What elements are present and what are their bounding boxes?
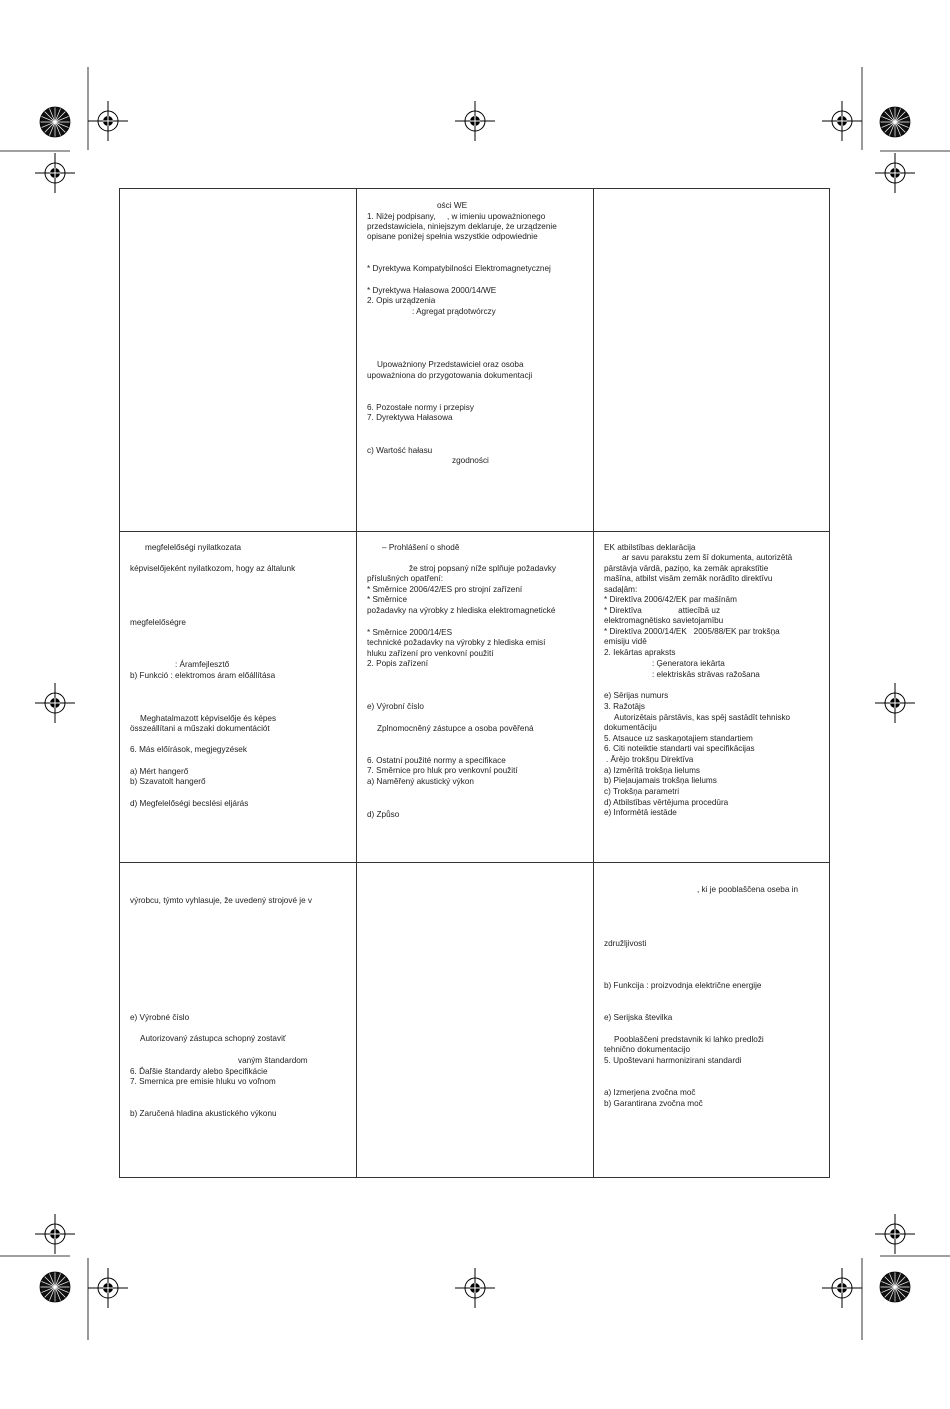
text-line: b) Szavatolt hangerő	[130, 777, 206, 786]
cell-r2c3-latvian-declaration	[594, 532, 830, 862]
text-line: e) Sērijas numurs	[604, 691, 669, 700]
text-line: e) Výrobní číslo	[367, 702, 424, 711]
text-line: a) Izmērītā trokšņa lielums	[604, 766, 701, 775]
text-line: vaným štandardom	[238, 1056, 308, 1065]
text-line: 7. Smernica pre emisie hluku vo voľnom	[130, 1077, 276, 1086]
text-line: megfelelőségre	[130, 618, 186, 627]
text-line: Meghatalmazott képviselője és képes	[140, 714, 277, 723]
text-line: 2. Opis urządzenia	[367, 296, 436, 305]
cell-r3c3-slovenian-declaration	[594, 863, 830, 1179]
text-line: združljivosti	[604, 939, 647, 948]
text-line: d) Megfelelőségi becslési eljárás	[130, 799, 249, 808]
text-line: 6. Ďaľšie štandardy alebo špecifikácie	[130, 1067, 268, 1076]
text-line: 2. Iekārtas apraksts	[604, 648, 676, 657]
text-line: e) Serijska številka	[604, 1013, 673, 1022]
text-line: przedstawiciela, niniejszym deklaruje, że urządzenie	[367, 222, 557, 231]
text-line: a) Mért hangerő	[130, 767, 189, 776]
text-line: zgodności	[452, 456, 489, 465]
text-line: * Dyrektywa Kompatybilności Elektromagnetycznej	[367, 264, 551, 273]
text-line: hluku zařízení pro venkovní použití	[367, 649, 494, 658]
cell-r2c1-hungarian-declaration	[120, 532, 356, 862]
text-line: b) Funkció : elektromos áram előállítása	[130, 671, 276, 680]
text-line: tehnično dokumentacijo	[604, 1045, 691, 1054]
text-line: 6. Citi noteiktie standarti vai specifikācijas	[604, 744, 755, 753]
text-line: összeállítani a műszaki dokumentációt	[130, 724, 270, 733]
text-line: Autorizovaný zástupca schopný zostaviť	[140, 1034, 286, 1043]
text-line: : Ģeneratora iekārta	[652, 659, 725, 668]
text-line: megfelelőségi nyilatkozata	[145, 543, 242, 552]
text-line: pārstāvja vārdā, paziņo, ka zemāk aprakstītie	[604, 564, 769, 573]
text-line: ości WE	[437, 201, 468, 210]
text-line: ar savu parakstu zem šī dokumenta, autorizētā	[622, 553, 793, 562]
cell-r1c1	[120, 189, 356, 531]
text-line: dokumentāciju	[604, 723, 657, 732]
text-line: * Směrnice 2000/14/ES	[367, 628, 453, 637]
text-line: c) Trokšņa parametri	[604, 787, 680, 796]
text-line: 1. Niżej podpisany, , w imieniu upoważnionego	[367, 212, 546, 221]
text-line: emisiju vidē	[604, 637, 647, 646]
text-line: . Ārējo trokšņu Direktīva	[606, 755, 694, 764]
text-line: 7. Dyrektywa Hałasowa	[367, 413, 453, 422]
text-line: příslušných opatření:	[367, 574, 444, 583]
cell-r1c2-polish-declaration	[357, 189, 593, 531]
text-line: mašīna, atbilst visām zemāk norādīto direktīvu	[604, 574, 773, 583]
cell-r3c2	[357, 863, 593, 1179]
text-line: – Prohlášení o shodě	[382, 543, 460, 552]
text-line: * Dyrektywa Hałasowa 2000/14/WE	[367, 286, 497, 295]
text-line: 3. Ražotājs	[604, 702, 645, 711]
declaration-grid	[119, 188, 830, 1178]
text-line: képviselőjeként nyilatkozom, hogy az általunk	[130, 564, 296, 573]
cell-r1c3	[594, 189, 830, 531]
text-line: * Direktīva 2006/42/EK par mašīnām	[604, 595, 737, 604]
text-line: a) Naměřený akustický výkon	[367, 777, 474, 786]
text-line: b) Pieļaujamais trokšņa lielums	[604, 776, 717, 785]
text-line: 2. Popis zařízení	[367, 659, 428, 668]
text-line: * Směrnice 2006/42/ES pro strojní zařízení	[367, 585, 523, 594]
text-line: sadaļām:	[604, 585, 638, 594]
text-line: Autorizētais pārstāvis, kas spēj sastādīt tehnisko	[614, 713, 791, 722]
text-line: , ki je pooblaščena oseba in	[697, 885, 799, 894]
text-line: upoważniona do przygotowania dokumentacji	[367, 371, 533, 380]
text-line: Upoważniony Przedstawiciel oraz osoba	[377, 360, 524, 369]
text-line: b) Zaručená hladina akustického výkonu	[130, 1109, 277, 1118]
text-line: d) Způso	[367, 810, 400, 819]
text-line: požadavky na výrobky z hlediska elektromagnetické	[367, 606, 556, 615]
cell-r2c2-czech-declaration	[357, 532, 593, 862]
text-line: 7. Směrnice pro hluk pro venkovní použití	[367, 766, 518, 775]
text-line: elektromagnētisko savietojamību	[604, 616, 724, 625]
text-line: : Agregat prądotwórczy	[412, 307, 496, 316]
text-line: 5. Upoštevani harmonizirani standardi	[604, 1056, 742, 1065]
text-line: Zplnomocněný zástupce a osoba pověřená	[377, 724, 534, 733]
text-line: : Áramfejlesztő	[175, 660, 230, 669]
text-line: 6. Pozostałe normy i przepisy	[367, 403, 474, 412]
text-line: : elektriskās strāvas ražošana	[652, 670, 760, 679]
text-line: * Směrnice	[367, 595, 408, 604]
text-line: * Direktīva attiecībā uz	[604, 606, 721, 615]
text-line: technické požadavky na výrobky z hlediska emisí	[367, 638, 546, 647]
text-line: 6. Ostatní použité normy a specifikace	[367, 756, 506, 765]
text-line: a) Izmerjena zvočna moč	[604, 1088, 696, 1097]
text-line: 5. Atsauce uz saskaņotajiem standartiem	[604, 734, 753, 743]
text-line: d) Atbilstības vērtējuma procedūra	[604, 798, 729, 807]
text-line: * Direktīva 2000/14/EK 2005/88/EK par trokšņa	[604, 627, 780, 636]
text-line: e) Výrobné číslo	[130, 1013, 190, 1022]
cell-r3c1-slovak-declaration	[120, 863, 356, 1179]
text-line: e) Informētā iestāde	[604, 808, 677, 817]
text-line: opisane poniżej spełnia wszystkie odpowiednie	[367, 232, 538, 241]
text-line: c) Wartość hałasu	[367, 446, 433, 455]
text-line: Pooblaščeni predstavnik ki lahko predloži	[614, 1035, 764, 1044]
text-line: 6. Más előírások, megjegyzések	[130, 745, 247, 754]
text-line: b) Garantirana zvočna moč	[604, 1099, 703, 1108]
text-line: že stroj popsaný níže splňuje požadavky	[409, 564, 557, 573]
text-line: b) Funkcija : proizvodnja električne energije	[604, 981, 762, 990]
text-line: výrobcu, týmto vyhlasuje, že uvedený strojové je v	[130, 896, 313, 905]
text-line: EK atbilstības deklarācija	[604, 543, 696, 552]
